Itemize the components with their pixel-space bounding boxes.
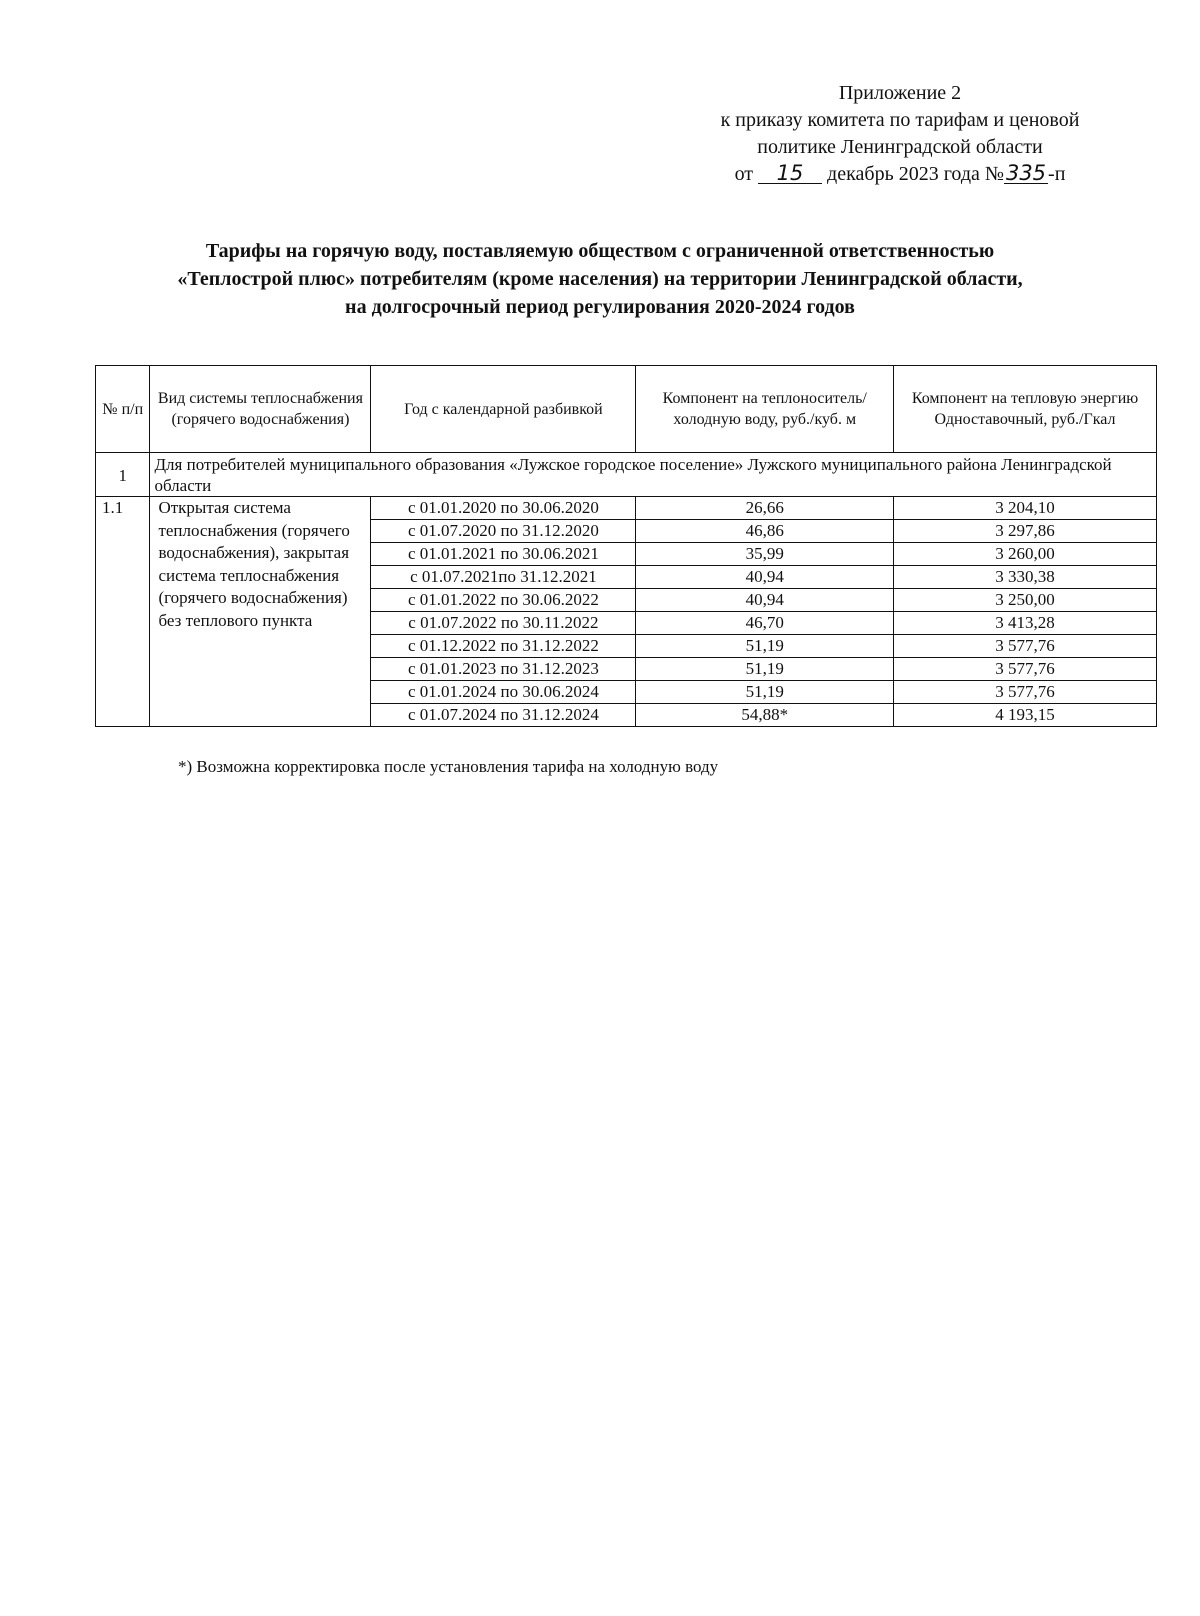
tariff-table — [95, 365, 1157, 727]
heat-carrier-cell: 40,94 — [636, 589, 894, 612]
heat-carrier-cell: 35,99 — [636, 543, 894, 566]
handwritten-day: 15 — [758, 163, 822, 184]
item-system-type: Открытая система теплоснабжения (горячего водоснабжения), закрытая система теплоснабжения (горячего водоснабжения) без теплового пункта — [150, 497, 371, 727]
period-cell: с 01.01.2024 по 30.06.2024 — [371, 681, 636, 704]
group-description: Для потребителей муниципального образования «Лужское городское поселение» Лужского муниципального района Ленинградской области — [150, 453, 1157, 497]
period-cell: с 01.07.2024 по 31.12.2024 — [371, 704, 636, 727]
heat-energy-cell: 3 204,10 — [894, 497, 1157, 520]
order-suffix: -п — [1048, 163, 1066, 185]
period-cell: с 01.07.2020 по 31.12.2020 — [371, 520, 636, 543]
document-title — [60, 237, 1140, 321]
date-prefix: от — [734, 163, 754, 185]
heat-carrier-cell: 46,70 — [636, 612, 894, 635]
header-heat-energy: Компонент на тепловую энергию Одноставочный, руб./Гкал — [894, 366, 1157, 453]
item-num: 1.1 — [96, 497, 150, 727]
date-middle: декабрь 2023 года № — [827, 163, 1004, 185]
header-system: Вид системы теплоснабжения (горячего водоснабжения) — [150, 366, 371, 453]
appendix-title: Приложение 2 — [838, 82, 962, 104]
group-num: 1 — [96, 453, 150, 497]
title-line-2: «Теплострой плюс» потребителям (кроме населения) на территории Ленинградской области, — [177, 268, 1023, 290]
appendix-header — [640, 80, 1160, 188]
table-row — [96, 497, 1157, 520]
heat-energy-cell: 3 577,76 — [894, 681, 1157, 704]
heat-energy-cell: 3 577,76 — [894, 635, 1157, 658]
period-cell: с 01.01.2022 по 30.06.2022 — [371, 589, 636, 612]
heat-energy-cell: 4 193,15 — [894, 704, 1157, 727]
header-period: Год с календарной разбивкой — [371, 366, 636, 453]
heat-energy-cell: 3 260,00 — [894, 543, 1157, 566]
period-cell: с 01.01.2021 по 30.06.2021 — [371, 543, 636, 566]
heat-energy-cell: 3 577,76 — [894, 658, 1157, 681]
heat-carrier-cell: 26,66 — [636, 497, 894, 520]
appendix-order-ref: к приказу комитета по тарифам и ценовой — [720, 109, 1080, 131]
title-line-3: на долгосрочный период регулирования 2020-2024 годов — [345, 296, 855, 318]
header-heat-carrier: Компонент на теплоноситель/холодную воду, руб./куб. м — [636, 366, 894, 453]
period-cell: с 01.01.2023 по 31.12.2023 — [371, 658, 636, 681]
heat-energy-cell: 3 297,86 — [894, 520, 1157, 543]
heat-energy-cell: 3 413,28 — [894, 612, 1157, 635]
table-header-row — [96, 366, 1157, 453]
period-cell: с 01.07.2021по 31.12.2021 — [371, 566, 636, 589]
header-num: № п/п — [96, 366, 150, 453]
group-row — [96, 453, 1157, 497]
heat-energy-cell: 3 250,00 — [894, 589, 1157, 612]
heat-carrier-cell: 51,19 — [636, 681, 894, 704]
period-cell: с 01.12.2022 по 31.12.2022 — [371, 635, 636, 658]
heat-carrier-cell: 51,19 — [636, 658, 894, 681]
footnote: *) Возможна корректировка после установления тарифа на холодную воду — [178, 757, 719, 776]
period-cell: с 01.07.2022 по 30.11.2022 — [371, 612, 636, 635]
heat-carrier-cell: 54,88* — [636, 704, 894, 727]
appendix-authority: политике Ленинградской области — [757, 136, 1043, 158]
heat-carrier-cell: 40,94 — [636, 566, 894, 589]
title-line-1: Тарифы на горячую воду, поставляемую обществом с ограниченной ответственностью — [205, 240, 995, 262]
handwritten-order-number: 335 — [1005, 161, 1047, 185]
heat-energy-cell: 3 330,38 — [894, 566, 1157, 589]
heat-carrier-cell: 46,86 — [636, 520, 894, 543]
heat-carrier-cell: 51,19 — [636, 635, 894, 658]
appendix-date-line — [640, 161, 1160, 188]
period-cell: с 01.01.2020 по 30.06.2020 — [371, 497, 636, 520]
